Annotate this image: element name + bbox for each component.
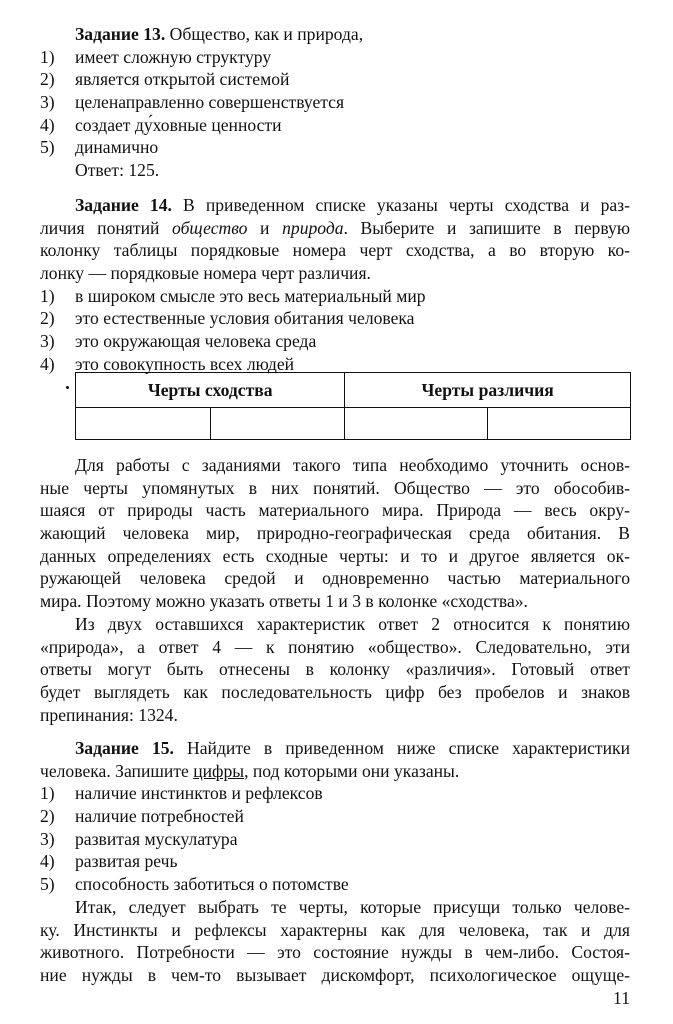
paragraph-line: будет выглядеть как последовательность цифр без пробелов и знаков <box>40 681 630 702</box>
list-item <box>40 873 630 896</box>
paragraph-line: животного. Потребности — это состояние нужды в чем-либо. Состоя- <box>40 942 630 963</box>
italic-term: природа <box>282 217 344 238</box>
list-item <box>40 782 630 805</box>
task-13-text: Общество, как и природа, <box>165 24 364 44</box>
item-number: 1) <box>40 46 55 67</box>
list-item <box>40 330 630 353</box>
task-14-heading: Задание 14. <box>75 195 172 215</box>
task-14 <box>40 194 630 376</box>
text: человека. Запишите <box>40 760 194 781</box>
item-number: 5) <box>40 874 55 895</box>
item-text: наличие потребностей <box>75 806 244 827</box>
answer-cell[interactable] <box>76 408 211 440</box>
page-number: 11 <box>613 988 630 1008</box>
paragraph-line: данных определениях есть сходные черты: и то и другое является ок- <box>40 545 630 566</box>
item-number: 2) <box>40 69 55 90</box>
item-number: 2) <box>40 806 55 827</box>
item-text: это окружающая человека среда <box>75 331 317 352</box>
item-text: создает ду́ховные ценности <box>75 114 282 135</box>
item-text: это естественные условия обитания человека <box>75 308 415 329</box>
task-14-line: колонку таблицы порядковые номера черт сходства, а во вторую ко- <box>40 240 630 261</box>
header-similarities: Черты сходства <box>76 373 345 408</box>
item-text: является открытой системой <box>75 69 290 90</box>
item-number: 3) <box>40 828 55 849</box>
paragraph-line: шаяся от природы часть материального мира. Природа — весь окру- <box>40 500 630 521</box>
item-number: 4) <box>40 851 55 872</box>
task-15-line <box>40 737 630 760</box>
item-text: развитая речь <box>75 851 178 872</box>
paragraph-line: ответы могут быть отнесены в колонку «различия». Готовый ответ <box>40 659 630 680</box>
list-item <box>40 828 630 851</box>
item-text: целенаправленно совершенствуется <box>75 92 345 113</box>
underlined-word: цифры <box>193 760 245 781</box>
text: , под которыми они указаны. <box>244 760 460 781</box>
list-item <box>40 91 630 114</box>
list-item <box>40 285 630 308</box>
header-differences: Черты различия <box>345 373 631 408</box>
list-item <box>40 46 630 69</box>
table-row <box>76 408 631 440</box>
item-text: имеет сложную структуру <box>75 46 272 67</box>
item-text: это совокупность всех людей <box>75 353 295 374</box>
answer-cell[interactable] <box>210 408 345 440</box>
task-13-answer: Ответ: 125. <box>75 160 160 181</box>
task-13-heading-line <box>40 23 630 46</box>
task-14-line: лонку — порядковые номера черт различия. <box>40 263 371 284</box>
item-text: динамично <box>75 137 159 158</box>
item-text: способность заботиться о потомстве <box>75 874 349 895</box>
list-item <box>40 850 630 873</box>
list-item <box>40 136 630 159</box>
task-15-heading: Задание 15. <box>75 738 174 758</box>
item-number: 1) <box>40 285 55 306</box>
paragraph-line: жающий человека мир, природно-географическая среда обитания. В <box>40 523 630 544</box>
task-14-line <box>40 194 630 217</box>
paragraph-line: ние нужды в чем-то вызывает дискомфорт, психологическое ощуще- <box>40 964 630 985</box>
item-number: 3) <box>40 92 55 113</box>
task-14-line <box>40 217 630 240</box>
list-item <box>40 114 630 137</box>
item-number: 5) <box>40 137 55 158</box>
paragraph-line: препинания: 1324. <box>40 704 178 725</box>
list-item <box>40 307 630 330</box>
text: и <box>247 217 283 238</box>
paragraph-line: ные черты упомянутых в них понятий. Общество — это обособив- <box>40 477 630 498</box>
text: В приведенном списке указаны черты сходства и раз- <box>171 195 630 215</box>
explanation <box>40 454 630 726</box>
italic-term: общество <box>172 217 248 238</box>
paragraph-line: мира. Поэтому можно указать ответы 1 и 3 в колонке «сходства». <box>40 591 528 612</box>
task-13-heading: Задание 13. <box>75 24 166 44</box>
text: Найдите в приведенном ниже списке характеристики <box>173 738 630 758</box>
answer-cell[interactable] <box>345 408 488 440</box>
list-item <box>40 68 630 91</box>
text: личия понятий <box>40 217 173 238</box>
paragraph-line: Итак, следует выбрать те черты, которые присущи только челове- <box>75 896 630 917</box>
task-13 <box>40 23 630 182</box>
paragraph-line: «природа», а ответ 4 — к понятию «общество». Следовательно, эти <box>40 636 630 657</box>
table-header-row <box>76 373 631 408</box>
item-text: развитая мускулатура <box>75 828 238 849</box>
list-item <box>40 805 630 828</box>
item-number: 4) <box>40 353 55 374</box>
paragraph-line: Для работы с заданиями такого типа необходимо уточнить основ- <box>75 455 630 475</box>
item-text: в широком смысле это весь материальный мир <box>75 285 426 306</box>
item-number: 2) <box>40 308 55 329</box>
task-15-line <box>40 760 630 783</box>
answer-cell[interactable] <box>488 408 631 440</box>
answer-table <box>75 372 631 440</box>
item-number: 3) <box>40 331 55 352</box>
item-number: 1) <box>40 783 55 804</box>
paragraph-line: ку. Инстинкты и рефлексы характерны как для человека, так и для <box>40 919 630 940</box>
text: . Выберите и запишите в первую <box>343 217 630 238</box>
item-text: наличие инстинктов и рефлексов <box>75 783 323 804</box>
task-15 <box>40 737 630 987</box>
paragraph-line: Из двух оставшихся характеристик ответ 2 относится к понятию <box>75 613 630 634</box>
bullet-dot <box>66 386 69 389</box>
item-number: 4) <box>40 114 55 135</box>
paragraph-line: ружающей человека средой и одновременно частью материального <box>40 568 630 589</box>
